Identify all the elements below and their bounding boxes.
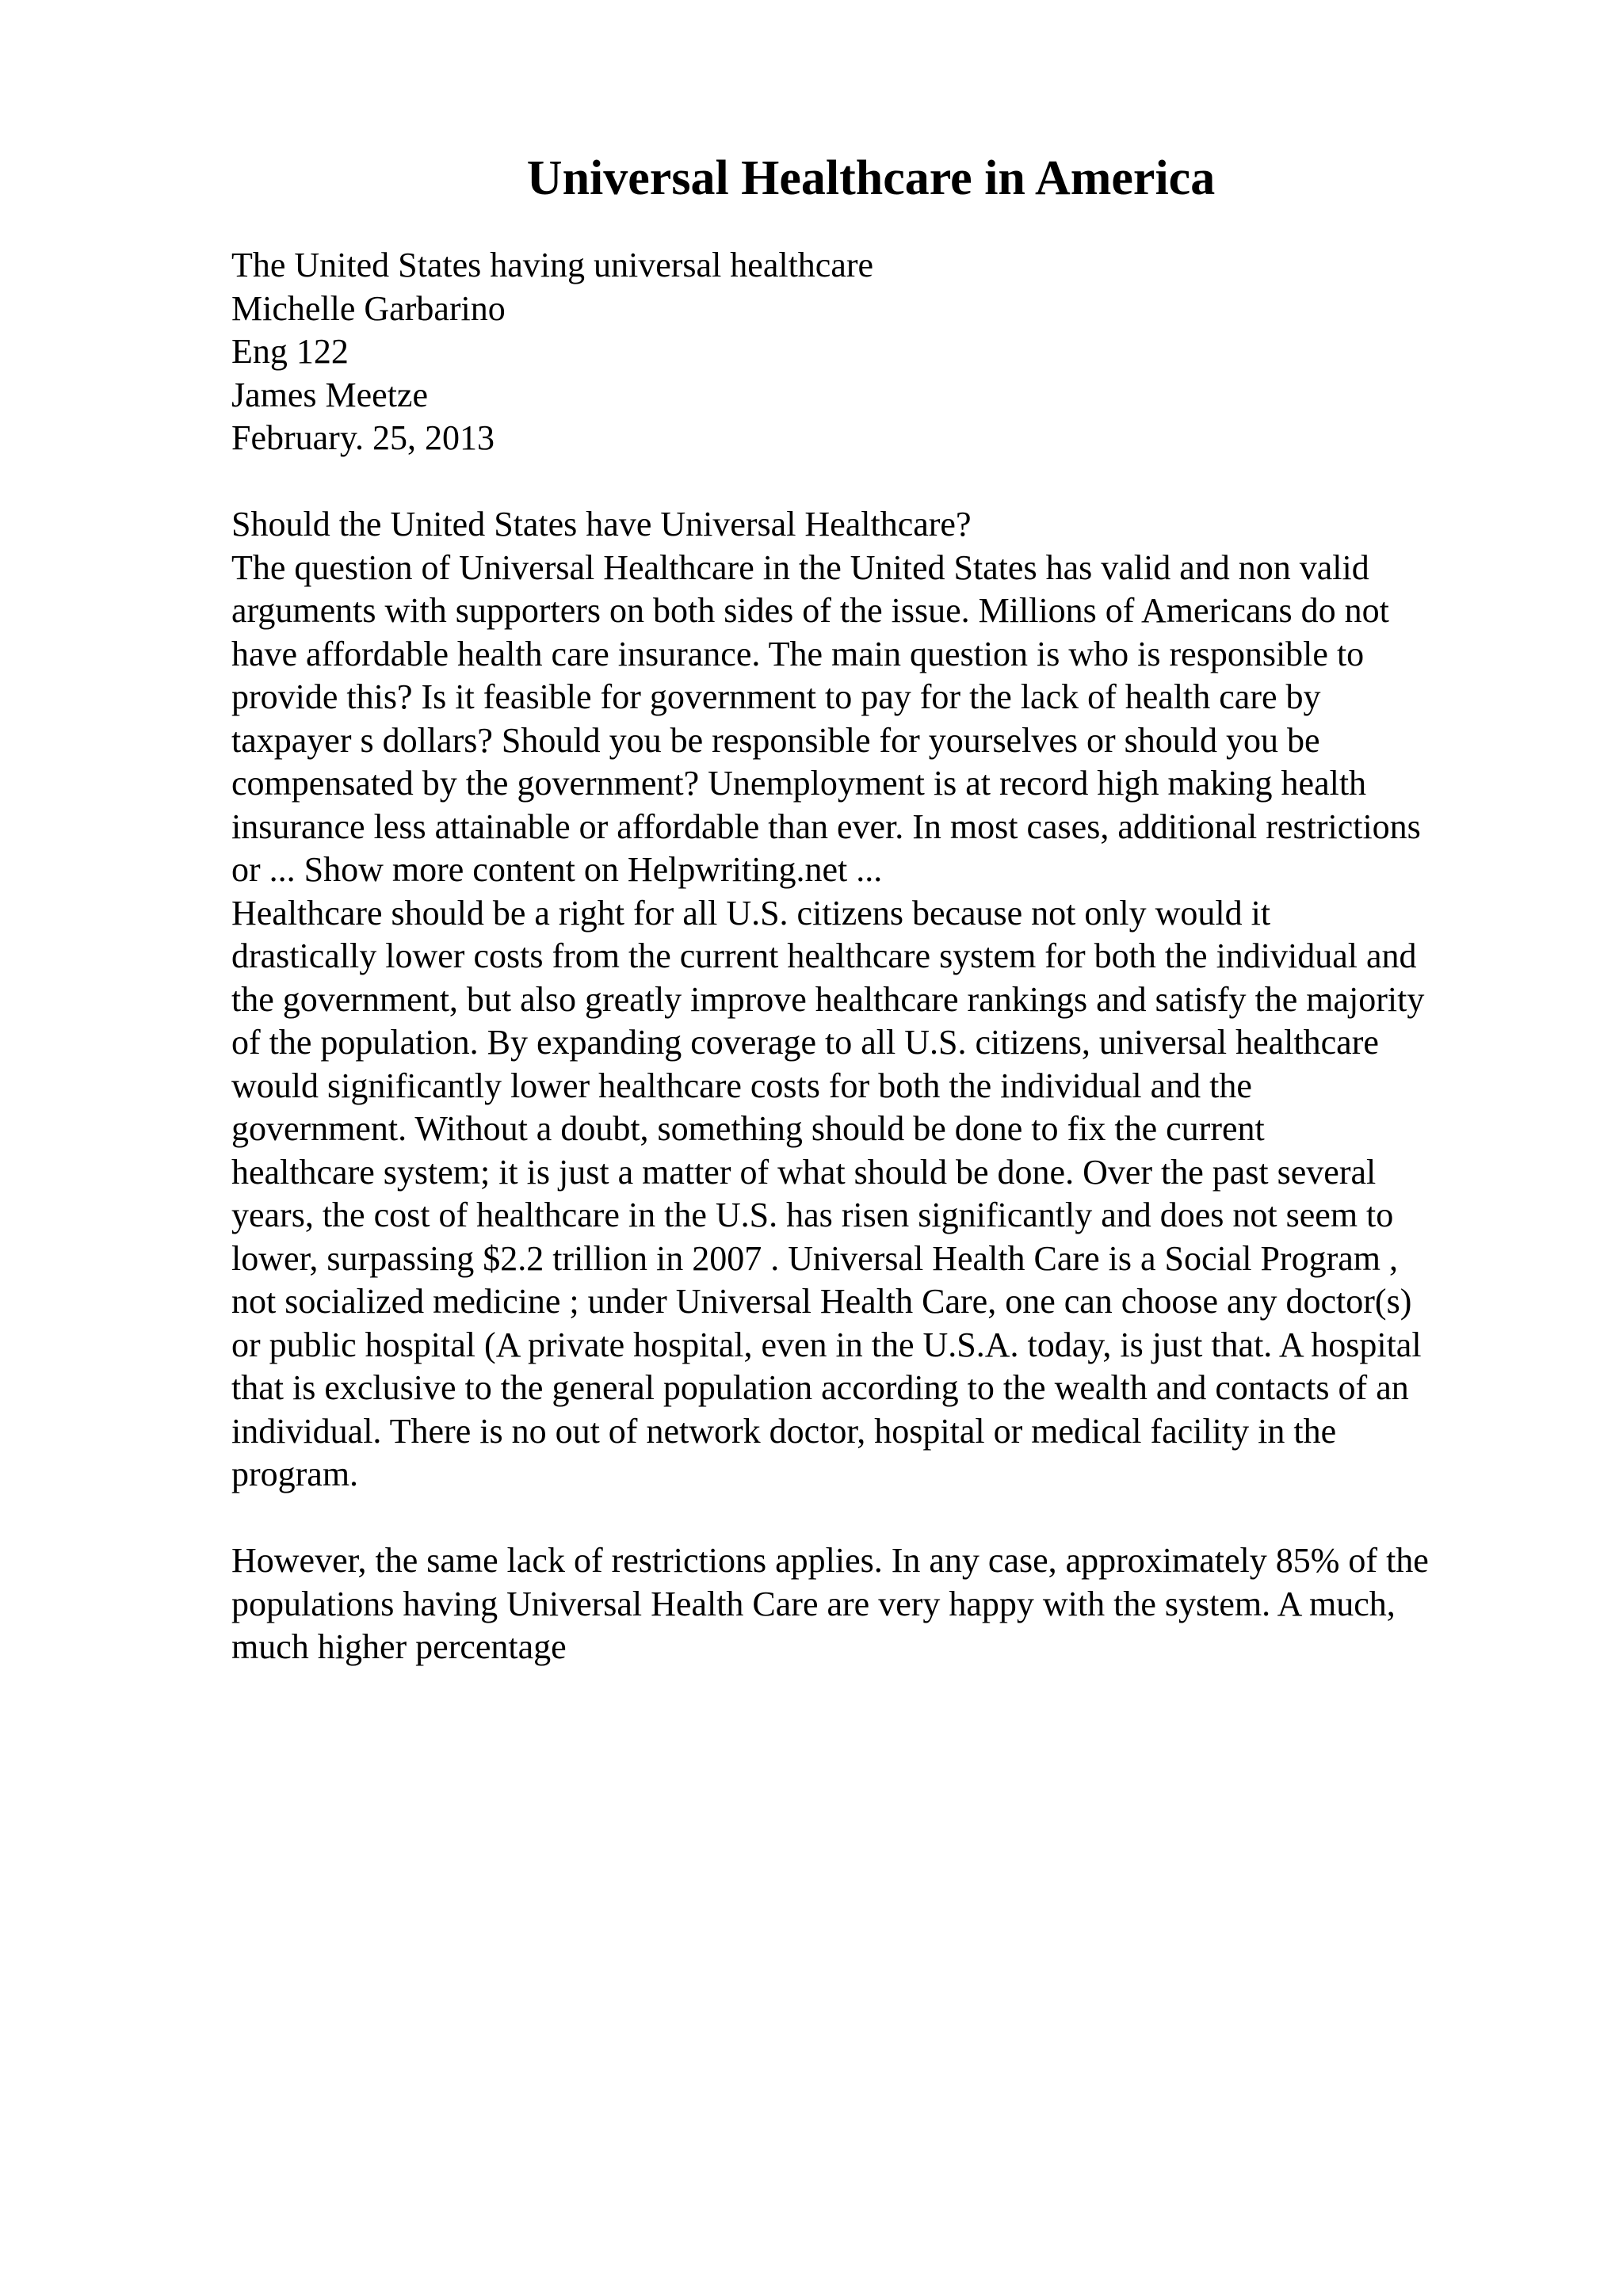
paragraph-line: Healthcare should be a right for all U.S. citizens because not only would it xyxy=(231,893,1271,933)
paragraph-line: would significantly lower healthcare costs for both the individual and the xyxy=(231,1066,1252,1105)
meta-author: Michelle Garbarino xyxy=(231,288,506,328)
paragraph-2 xyxy=(231,892,1594,1497)
blank-line xyxy=(231,460,1594,504)
paragraph-line: lower, surpassing $2.2 trillion in 2007 . Universal Health Care is a Social Program , xyxy=(231,1238,1398,1278)
document-title: Universal Healthcare in America xyxy=(526,151,1216,205)
paragraph-line: The question of Universal Healthcare in the United States has valid and non valid xyxy=(231,547,1369,587)
blank-line xyxy=(231,1497,1594,1540)
paragraph-line: years, the cost of healthcare in the U.S. has risen significantly and does not seem to xyxy=(231,1196,1394,1234)
essay-question: Should the United States have Universal Healthcare? xyxy=(231,505,972,543)
paragraph-line: or ... Show more content on Helpwriting.net ... xyxy=(231,850,883,889)
paragraph-line: or public hospital (A private hospital, even in the U.S.A. today, is just that. A hospital xyxy=(231,1325,1422,1364)
paragraph-line: have affordable health care insurance. The main question is who is responsible to xyxy=(231,634,1365,673)
paragraph-line: arguments with supporters on both sides of the issue. Millions of Americans do not xyxy=(231,591,1389,630)
paragraph-line: populations having Universal Health Care are very happy with the system. A much, xyxy=(231,1584,1396,1623)
paragraph-line: taxpayer s dollars? Should you be responsible for yourselves or should you be xyxy=(231,720,1320,760)
paragraph-line: that is exclusive to the general population according to the wealth and contacts of an xyxy=(231,1368,1409,1407)
paragraph-line: not socialized medicine ; under Universal Health Care, one can choose any doctor(s) xyxy=(231,1282,1412,1321)
paragraph-line: However, the same lack of restrictions applies. In any case, approximately 85% of the xyxy=(231,1541,1429,1580)
paragraph-line: drastically lower costs from the current healthcare system for both the individual and xyxy=(231,936,1417,975)
document-meta xyxy=(231,244,1594,460)
meta-date: February. 25, 2013 xyxy=(231,418,495,457)
paragraph-1 xyxy=(231,547,1594,892)
paragraph-line: program. xyxy=(231,1455,359,1493)
paragraph-line: government. Without a doubt, something should be done to fix the current xyxy=(231,1109,1265,1148)
paragraph-line: of the population. By expanding coverage to all U.S. citizens, universal healthcare xyxy=(231,1023,1379,1062)
paragraph-line: the government, but also greatly improve healthcare rankings and satisfy the majority xyxy=(231,979,1425,1019)
paragraph-line: individual. There is no out of network doctor, hospital or medical facility in the xyxy=(231,1411,1337,1451)
paragraph-line: much higher percentage xyxy=(231,1627,567,1666)
paragraph-line: insurance less attainable or affordable than ever. In most cases, additional restrictions xyxy=(231,807,1421,846)
paragraph-3 xyxy=(231,1539,1594,1669)
paragraph-line: healthcare system; it is just a matter of what should be done. Over the past several xyxy=(231,1152,1377,1192)
paragraph-line: provide this? Is it feasible for government to pay for the lack of health care by xyxy=(231,677,1321,716)
meta-course: Eng 122 xyxy=(231,332,349,371)
paragraph-line: compensated by the government? Unemployment is at record high making health xyxy=(231,764,1367,803)
meta-essay-topic: The United States having universal healthcare xyxy=(231,246,874,284)
document-body xyxy=(231,244,1594,1669)
meta-instructor: James Meetze xyxy=(231,375,428,414)
